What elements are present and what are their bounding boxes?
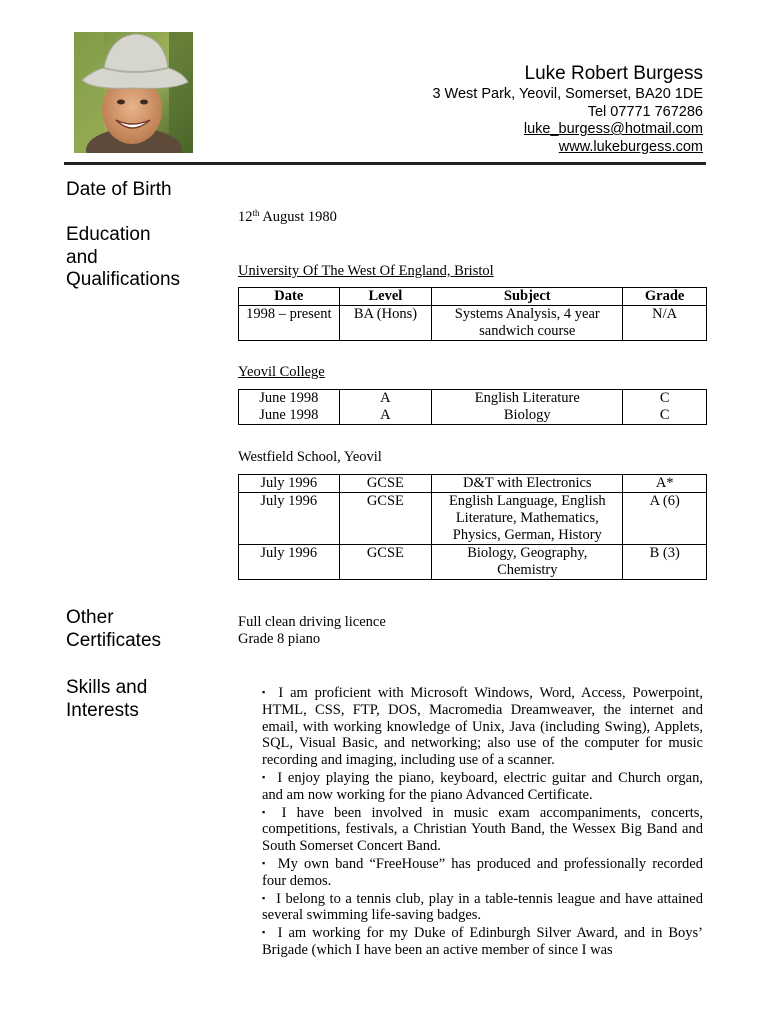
column-header-level: Level (339, 288, 432, 306)
list-item (262, 855, 703, 890)
cell-subject: Biology, Geography, Chemistry (432, 545, 623, 580)
cell-subject: English Language, English Literature, Mathematics, Physics, German, History (432, 493, 623, 545)
cell-grade: N/A (623, 306, 707, 341)
address: 3 West Park, Yeovil, Somerset, BA20 1DE (432, 86, 703, 102)
school-table (238, 474, 707, 580)
cell-subject: Biology (432, 407, 623, 425)
list-item (262, 890, 703, 925)
cell-subject: English Literature (432, 390, 623, 408)
heading-other-line2: Certificates (66, 629, 162, 651)
cell-level: A (339, 407, 432, 425)
column-header-grade: Grade (623, 288, 707, 306)
bullet-icon: ▪ (262, 771, 268, 782)
heading-skills-interests (66, 677, 147, 722)
bullet-icon: ▪ (262, 687, 269, 697)
skill-text: I enjoy playing the piano, keyboard, electric guitar and Church organ, and am now working for the piano Advanced Certificate. (262, 769, 703, 803)
heading-education-line2: and (66, 246, 98, 268)
heading-skills-line1: Skills and (66, 677, 148, 698)
dob-day-suffix: th (252, 208, 260, 218)
cell-level: GCSE (339, 545, 432, 580)
university-title: University Of The West Of England, Bristol (238, 263, 494, 279)
dob-day: 12 (238, 209, 253, 225)
list-item (262, 804, 703, 855)
table-row (239, 407, 707, 425)
skill-text: I belong to a tennis club, play in a table-tennis league and have attained several swimming life-saving badges. (262, 890, 703, 924)
date-of-birth-value (238, 209, 337, 226)
list-item (262, 684, 703, 769)
heading-date-of-birth: Date of Birth (66, 179, 172, 200)
skill-text: I am working for my Duke of Edinburgh Silver Award, and in Boys’ Brigade (which I have been an active member of since I was (262, 925, 703, 958)
dob-month-year: August 1980 (259, 209, 337, 225)
skill-text: My own band “FreeHouse” has produced and professionally recorded four demos. (262, 855, 703, 889)
cell-level: BA (Hons) (339, 306, 432, 341)
column-header-date: Date (239, 288, 340, 306)
cell-date: July 1996 (239, 475, 340, 493)
column-header-subject: Subject (432, 288, 623, 306)
cell-subject: Systems Analysis, 4 year sandwich course (432, 306, 623, 341)
email-link[interactable]: luke_burgess@hotmail.com (523, 121, 703, 137)
header-divider (64, 162, 706, 165)
cell-date: June 1998 (239, 390, 340, 408)
table-header-row (239, 288, 707, 306)
table-row (239, 475, 707, 493)
cell-grade: C (623, 407, 707, 425)
heading-other-line1: Other (66, 607, 114, 628)
cell-level: GCSE (339, 475, 432, 493)
college-table (238, 389, 707, 425)
cell-date: July 1996 (239, 493, 340, 545)
contact-header (432, 62, 703, 156)
heading-other-certificates (66, 607, 161, 652)
bullet-icon: ▪ (262, 892, 267, 903)
heading-skills-line2: Interests (66, 699, 139, 721)
website-link[interactable]: www.lukeburgess.com (558, 138, 703, 155)
list-item (262, 769, 703, 804)
cell-date: June 1998 (239, 407, 340, 425)
profile-photo (74, 32, 193, 153)
full-name: Luke Robert Burgess (524, 63, 703, 84)
cell-grade: A (6) (623, 493, 707, 545)
table-row (239, 493, 707, 545)
university-table (238, 287, 707, 341)
list-item (262, 924, 703, 959)
heading-education-line3: Qualifications (66, 269, 181, 290)
table-row (239, 390, 707, 408)
certificate-item: Full clean driving licence (238, 614, 386, 630)
certificates-list (238, 614, 386, 648)
cell-level: A (339, 390, 432, 408)
bullet-icon: ▪ (262, 927, 268, 938)
cell-subject: D&T with Electronics (432, 475, 623, 493)
cell-grade: C (623, 390, 707, 408)
cell-grade: A* (623, 475, 707, 493)
cell-date: 1998 – present (239, 306, 340, 341)
table-row (239, 306, 707, 341)
telephone: Tel 07771 767286 (587, 103, 703, 120)
certificate-item: Grade 8 piano (238, 631, 321, 647)
skills-list (262, 684, 703, 959)
table-row (239, 545, 707, 580)
school-title: Westfield School, Yeovil (238, 449, 382, 465)
skill-text: I am proficient with Microsoft Windows, Word, Access, Powerpoint, HTML, CSS, FTP, DOS, Macromedia Dreamweaver, the internet and email, with working knowledge of Unix, Java (including Swing), Applets, SQL, Visual Basic, and networking; also use of the computer for music recording and imaging, including use of a scanner. (262, 685, 703, 769)
heading-education (66, 224, 180, 292)
college-title: Yeovil College (238, 364, 325, 380)
heading-education-line1: Education (66, 224, 151, 245)
bullet-icon: ▪ (262, 806, 272, 817)
cell-level: GCSE (339, 493, 432, 545)
skill-text: I have been involved in music exam accompaniments, concerts, competitions, festivals, a Christian Youth Band, the Wessex Big Band and South Somerset Concert Band. (262, 804, 703, 855)
cell-grade: B (3) (623, 545, 707, 580)
cell-date: July 1996 (239, 545, 340, 580)
bullet-icon: ▪ (262, 857, 268, 868)
